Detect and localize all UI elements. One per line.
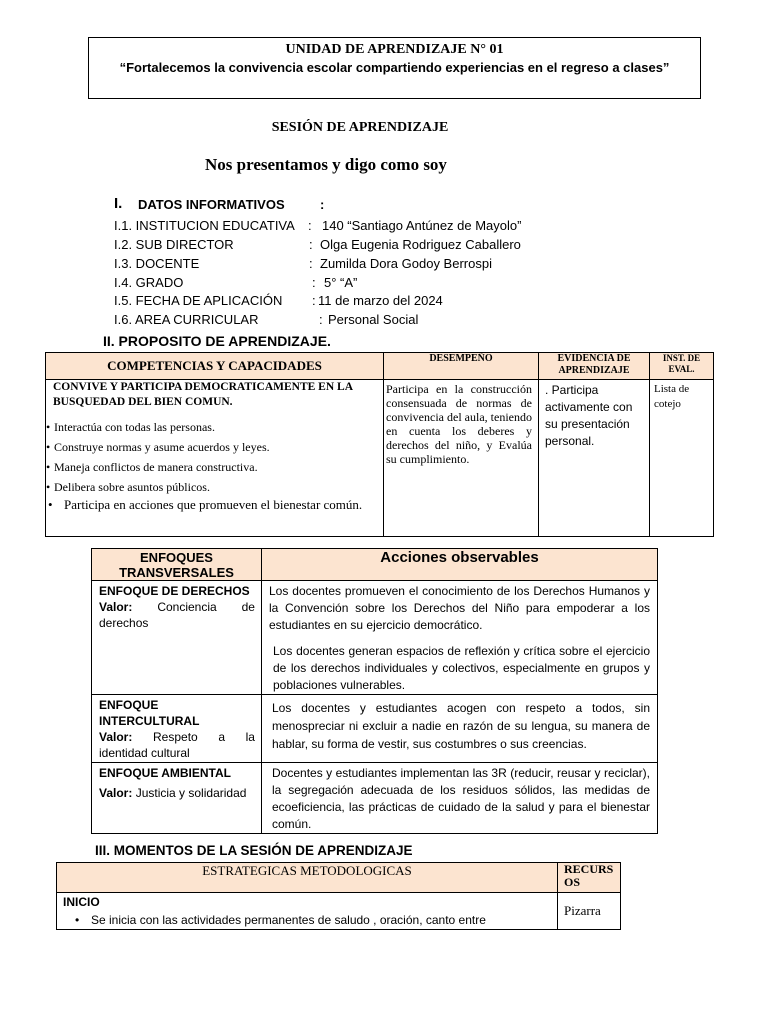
inicio-item: Se inicia con las actividades permanentes de saludo , oración, canto entre: [91, 913, 486, 927]
header-enfoques: ENFOQUES TRANSVERSALES: [92, 549, 262, 581]
capacidad-item: • Maneja conflictos de manera constructiva.: [46, 457, 383, 477]
header-competencias: COMPETENCIAS Y CAPACIDADES: [46, 353, 384, 380]
competencia-title: CONVIVE Y PARTICIPA DEMOCRATICAMENTE EN LA BUSQUEDAD DEL BIEN COMUN.: [53, 381, 353, 408]
inicio-cell: INICIO • Se inicia con las actividades permanentes de saludo , oración, canto entre: [57, 893, 558, 930]
datos-label: I.1. INSTITUCION EDUCATIVA: [114, 218, 295, 233]
header-evidencia: EVIDENCIA DE APRENDIZAJE: [539, 353, 650, 380]
datos-heading: DATOS INFORMATIVOS: [138, 197, 285, 212]
header-desempeno: DESEMPEÑO: [384, 353, 539, 380]
datos-value: Zumilda Dora Godoy Berrospi: [320, 256, 492, 271]
capacidad-item: • Delibera sobre asuntos públicos.: [46, 477, 383, 497]
enfoque-valor: Conciencia de derechos: [99, 600, 255, 630]
momentos-table: [56, 862, 621, 930]
enfoque-name: ENFOQUE DE DERECHOS: [99, 584, 250, 598]
enfoque-valor: Respeto a la identidad cultural: [99, 730, 255, 760]
acciones-ambiental: [262, 763, 658, 834]
momentos-heading: III. MOMENTOS DE LA SESIÓN DE APRENDIZAJE: [95, 843, 413, 858]
datos-label: I.5. FECHA DE APLICACIÓN: [114, 293, 283, 308]
enfoque-name: ENFOQUE AMBIENTAL: [99, 766, 231, 780]
inst-cell: Lista de cotejo: [650, 380, 714, 537]
enfoque-intercultural: ENFOQUE INTERCULTURAL Valor: Respeto a la identidad cultural: [92, 695, 262, 763]
header-recursos: RECURSOS: [558, 863, 621, 893]
datos-value: 140 “Santiago Antúnez de Mayolo”: [322, 218, 522, 233]
enfoque-valor: Justicia y solidaridad: [135, 786, 247, 800]
enfoque-derechos: ENFOQUE DE DERECHOS Valor: Conciencia de derechos: [92, 581, 262, 695]
desempeno-cell: Participa en la construcción consensuada de normas de convivencia del aula, teniendo en cuenta los deberes y derechos del niño, y Evalúa su cumplimiento.: [384, 380, 539, 537]
proposito-heading: II. PROPOSITO DE APRENDIZAJE.: [103, 333, 331, 349]
datos-heading-colon: :: [320, 197, 325, 212]
header-estrategias: ESTRATEGICAS METODOLOGICAS: [57, 863, 558, 893]
session-title: Nos presentamos y digo como soy: [205, 155, 447, 174]
accion-item: Los docentes generan espacios de reflexión y crítica sobre el ejercicio de los derechos individuales y colectivos, especialmente en grupos y poblaciones vulnerables.: [273, 644, 650, 692]
competencias-cell: CONVIVE Y PARTICIPA DEMOCRATICAMENTE EN LA BUSQUEDAD DEL BIEN COMUN. • Interactúa con todas las personas. • Construye normas y asume acuerdos y leyes. • Maneja conflictos de manera constructiva. • Delibera sobre asuntos públicos. • Participa en acciones que promueven el bienestar común.: [46, 380, 384, 537]
unit-title: UNIDAD DE APRENDIZAJE N° 01: [285, 42, 504, 57]
acciones-intercultural: [262, 695, 658, 763]
accion-item: Docentes y estudiantes implementan las 3R (reducir, reusar y reciclar), la segregación adecuada de los residuos sólidos, las medidas de ecoeficiencia, las prácticas de cuidado de la salud y para el bienestar común.: [272, 766, 650, 831]
enfoque-ambiental: ENFOQUE AMBIENTAL Valor: Justicia y solidaridad: [92, 763, 262, 834]
proposito-table: [45, 352, 714, 537]
accion-item: Los docentes promueven el conocimiento de los Derechos Humanos y la Convención sobre los Derechos del Niño para empoderar a los estudiantes en su ejercicio democrático.: [269, 584, 650, 632]
datos-heading-num: I.: [114, 195, 123, 212]
session-label: SESIÓN DE APRENDIZAJE: [271, 120, 449, 135]
unit-title-box: [88, 37, 701, 99]
accion-item: Los docentes y estudiantes acogen con respeto a todos, sin menospreciar ni excluir a nadie en razón de su lengua, su manera de hablar, su forma de vestir, sus costumbres o sus creencias.: [272, 701, 650, 751]
capacidad-item: • Interactúa con todas las personas.: [46, 417, 383, 437]
inicio-label: INICIO: [63, 895, 100, 909]
datos-value: Olga Eugenia Rodriguez Caballero: [320, 237, 521, 252]
datos-value: 5° “A”: [324, 275, 358, 290]
capacidad-item: • Construye normas y asume acuerdos y leyes.: [46, 437, 383, 457]
header-acciones: Acciones observables: [262, 549, 658, 581]
datos-value: Personal Social: [328, 312, 419, 327]
datos-value: 11 de marzo del 2024: [318, 293, 443, 308]
datos-label: I.2. SUB DIRECTOR: [114, 237, 234, 252]
datos-label: I.3. DOCENTE: [114, 256, 200, 271]
enfoque-name: ENFOQUE INTERCULTURAL: [99, 698, 200, 728]
enfoques-table: [91, 548, 658, 834]
acciones-derechos: [262, 581, 658, 695]
capacidad-item: Participa en acciones que promueven el bienestar común.: [64, 497, 363, 512]
header-inst: INST. DE EVAL.: [650, 353, 714, 380]
unit-subtitle: “Fortalecemos la convivencia escolar compartiendo experiencias en el regreso a clases”: [119, 60, 670, 75]
recurso-cell: Pizarra: [558, 893, 621, 930]
datos-label: I.6. AREA CURRICULAR: [114, 312, 259, 327]
datos-label: I.4. GRADO: [114, 275, 184, 290]
evidencia-cell: . Participa activamente con su presentación personal.: [539, 380, 650, 537]
